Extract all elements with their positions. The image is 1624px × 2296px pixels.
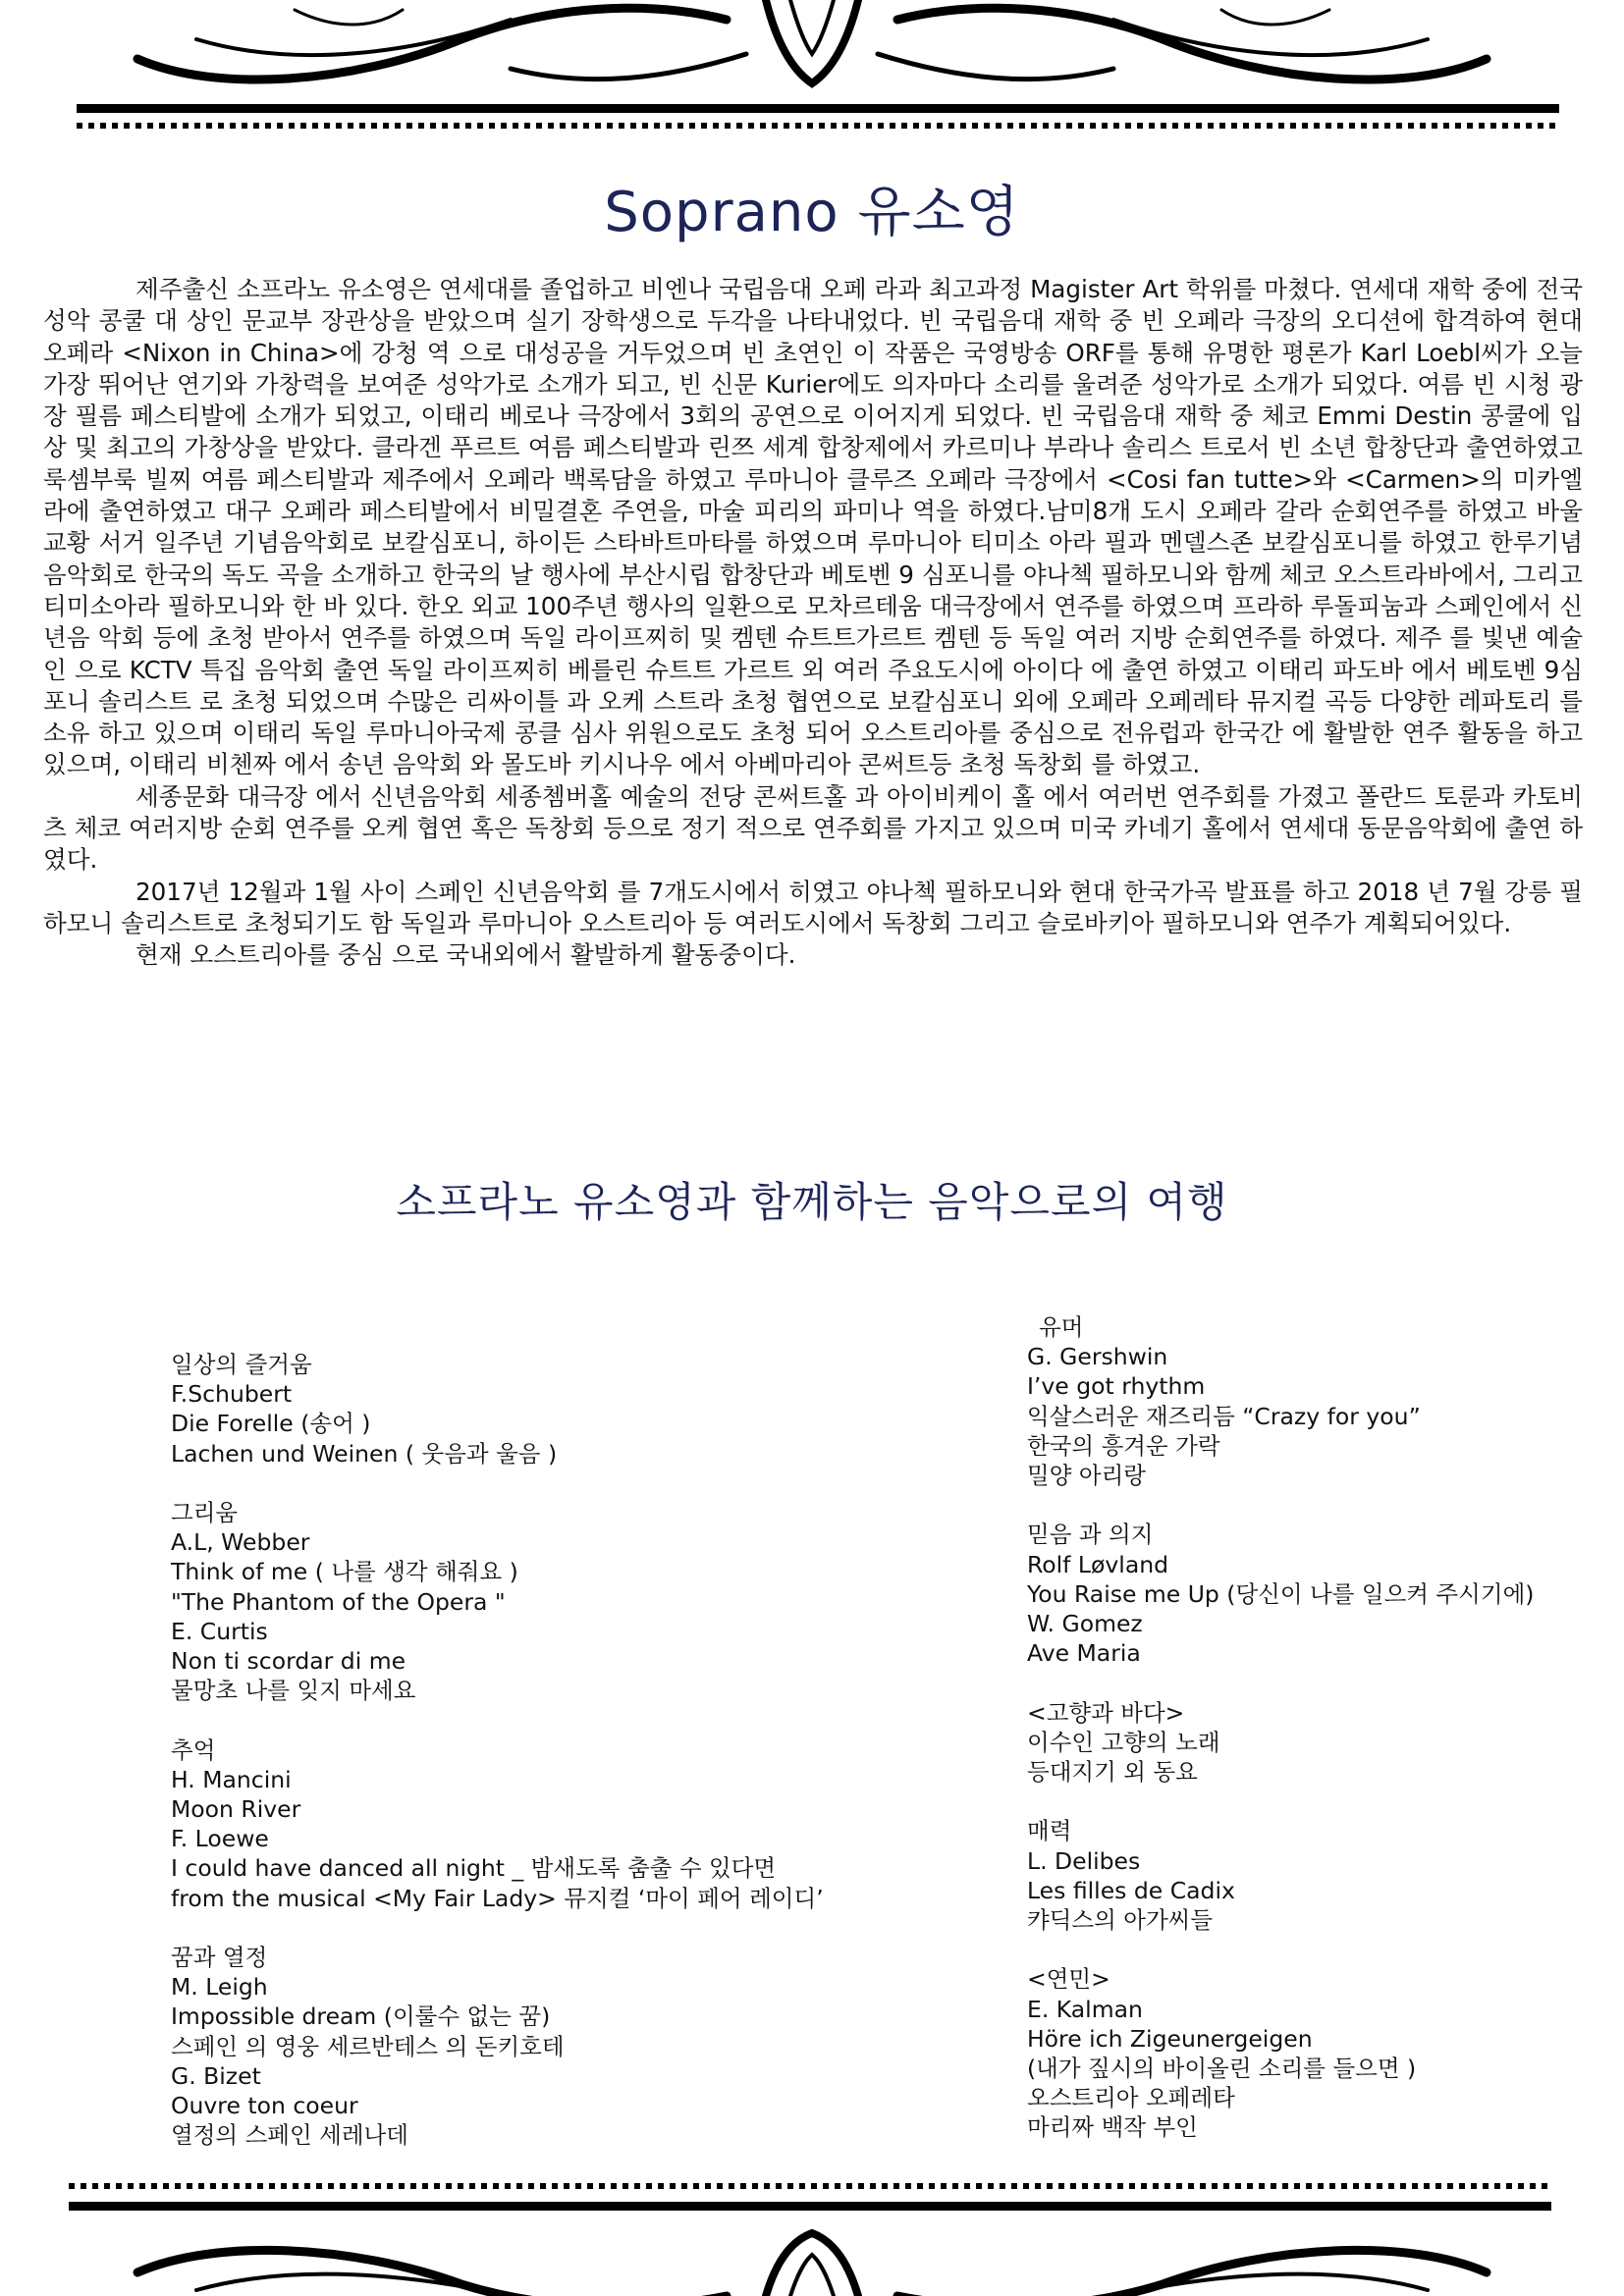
program-line: Non ti scordar di me [171,1647,406,1676]
program-line: F.Schubert [171,1380,293,1409]
group-heading: 그리움 [171,1499,239,1526]
program-line: Die Forelle (송어 ) [171,1410,371,1438]
bio-paragraph: 세종문화 대극장 에서 신년음악회 세종쳄버홀 예술의 전당 콘써트홀 과 아이비케이 홀 에서 여러번 연주회를 가졌고 폴란드 토룬과 카토비츠 체코 여러지방 순회 연주를 오케 협연 혹은 독창회 등으로 정기 적으로 연주회를 가지고 있으며 미국 카네기 홀에서 연세대 동문음악회에 출연 하였다. [43,781,1583,875]
group-heading: <연민> [1027,1965,1110,1994]
program-line: I’ve got rhythm [1027,1372,1206,1401]
program-group [171,1498,996,1705]
program-line: A.L, Webber [171,1528,310,1557]
program-group [1027,1520,1616,1668]
program-line: H. Mancini [171,1765,292,1793]
bio-paragraph: 2017년 12월과 1월 사이 스페인 신년음악회 를 7개도시에서 히였고 야나첵 필하모니와 현대 한국가곡 발표를 하고 2018 년 7월 강릉 필하모니 솔리스트로 초청되기도 함 독일과 루마니아 오스트리아 등 여러도시에서 독창회 그리고 슬로바키아 필하모니와 연주가 계획되어있다. [43,877,1583,937]
program-title: 소프라노 유소영과 함께하는 음악으로의 여행 [396,1178,1228,1226]
program-line: Moon River [171,1795,301,1824]
program-line: Les filles de Cadix [1027,1876,1235,1904]
group-heading: 매력 [1027,1817,1072,1845]
program-line: W. Gomez [1027,1610,1143,1638]
bio-paragraph: 현재 오스트리아를 중심 으로 국내외에서 활발하게 활동중이다. [135,940,796,970]
program-line: 오스트리아 오페레타 [1027,2084,1235,2112]
top-ornament [0,0,1624,157]
program-line: 물망초 나를 잊지 마세요 [171,1677,416,1705]
program-group [171,1350,996,1468]
program-line: E. Curtis [171,1617,268,1645]
program-line: You Raise me Up (당신이 나를 일으켜 주시기에) [1027,1579,1535,1608]
group-heading: 추억 [171,1735,216,1764]
biography [43,274,1583,972]
bio-paragraph: 제주출신 소프라노 유소영은 연세대를 졸업하고 비엔나 국립음대 오페 라과 최고과정 Magister Art 학위를 마쳤다. 연세대 재학 중에 전국 성악 콩쿨 대 상인 문교부 장관상을 받았으며 실기 장학생으로 두각을 나타내었다. 빈 국립음대 재학 중 빈 오페라 극장의 오디션에 합격하여 현대 오페라 <Nixon in China>에 강청 역 으로 대성공을 거두었으며 빈 초연인 이 작품은 국영방송 ORF를 통해 유명한 평론가 Karl Loebl씨가 오늘 가장 뛰어난 연기와 가창력을 보여준 성악가로 소개가 되고, 빈 신문 Kurier에도 의자마다 소리를 울려준 성악가로 소개가 되었다. 여름 빈 시청 광장 필름 페스티발에 소개가 되었고, 이태리 베로나 극장에서 3회의 공연으로 이어지게 되었다. 빈 국립음대 재학 중 체코 Emmi Destin 콩쿨에 입상 및 최고의 가창상을 받았다. 클라겐 푸르트 여름 페스티발과 린쯔 세계 합창제에서 카르미나 부라나 솔리스 트로서 빈 소년 합창단과 출연하였고 룩셈부룩 빌찌 여름 페스티발과 제주에서 오페라 백록담을 하였고 루마니아 클루즈 오페라 극장에서 <Cosi fan tutte>와 <Carmen>의 미카엘라에 출연하였고 대구 오페라 페스티발에서 비밀결혼 주연을, 마술 피리의 파미나 역을 하였다.남미8개 도시 오페라 갈라 순회연주를 하였고 바울 교황 서거 일주년 기념음악회로 보칼심포니, 하이든 스타바트마타를 하였으며 루마니아 티미소 아라 필과 멘델스존 보칼심포니를 하였고 한루기념 음악회로 한국의 독도 곡을 소개하고 한국의 날 행사에 부산시립 합창단과 베토벤 9 심포니를 야나첵 필하모니와 함께 체코 오스트라바에서, 그리고 티미소아라 필하모니와 한 바 있다. 한오 외교 100주년 행사의 일환으로 모차르테움 대극장에서 연주를 하였으며 프라하 루돌피눔과 스페인에서 신년음 악회 등에 초청 받아서 연주를 하였으며 독일 라이프찌히 및 켐텐 슈트트가르트 켐텐 등 독일 여러 지방 순회연주를 하였다. 제주 를 빛낸 예술인 으로 KCTV 특집 음악회 출연 독일 라이프찌히 베를린 슈트트 가르트 외 여러 주요도시에 아이다 에 출연 하였고 이태리 파도바 에서 베토벤 9심포니 솔리스트 로 초청 되었으며 수많은 리싸이틀 과 오케 스트라 초청 협연으로 보칼심포니 외에 오페라 오페레타 뮤지컬 곡등 다양한 레파토리 를 소유 하고 있으며 이태리 독일 루마니아국제 콩클 심사 위원으로도 초청 되어 오스트리아를 중심으로 전유럽과 한국간 에 활발한 연주 활동을 하고 있으며, 이태리 비첸짜 에서 송년 음악회 와 몰도바 키시나우 에서 아베마리아 콘써트등 초청 독창회 를 하였고. [43,275,1583,779]
program-left-column [171,1350,996,2180]
program-line: 이수인 고향의 노래 [1027,1728,1220,1756]
program-line: 스페인 의 영웅 세르반테스 의 돈키호테 [171,2032,565,2060]
program-line: E. Kalman [1027,1995,1143,2023]
program-group [1027,1312,1616,1490]
program-line: Rolf Løvland [1027,1550,1169,1578]
group-heading: 일상의 즐거움 [171,1351,312,1378]
group-heading: 믿음 과 의지 [1027,1521,1154,1549]
program-line: G. Bizet [171,2061,261,2090]
program-line: 한국의 흥겨운 가락 [1027,1431,1220,1460]
program-line: 마리짜 백작 부인 [1027,2113,1198,2142]
program-line: Ave Maria [1027,1639,1141,1668]
program-group [171,1943,996,2150]
program-group [1027,1698,1616,1788]
program-line: M. Leigh [171,1973,268,2002]
program-group [1027,1816,1616,1935]
program-line: (내가 짚시의 바이올린 소리를 들으면 ) [1027,2055,1417,2083]
group-heading: 유머 [1039,1313,1084,1341]
bottom-ornament [0,2164,1624,2296]
program-line: I could have danced all night _ 밤새도록 춤출 수 있다면 [171,1854,777,1883]
program-group [171,1735,996,1913]
program-line: Lachen und Weinen ( 웃음과 울음 ) [171,1439,558,1468]
program-line: G. Gershwin [1027,1343,1168,1371]
program-group [1027,1964,1616,2142]
program-line: F. Loewe [171,1825,269,1853]
program-line: L. Delibes [1027,1846,1141,1875]
program-line: "The Phantom of the Opera " [171,1587,506,1616]
program-line: Höre ich Zigeunergeigen [1027,2024,1313,2053]
program-line: 캬딕스의 아가씨들 [1027,1906,1214,1935]
program-line: Impossible dream (이룰수 없는 꿈) [171,2002,551,2031]
program-line: 등대지기 외 동요 [1027,1758,1198,1787]
group-heading: 꿈과 열정 [171,1944,268,1972]
program-right-column [1027,1312,1616,2172]
program-line: from the musical <My Fair Lady> 뮤지컬 ‘마이 페어 레이디’ [171,1884,824,1912]
program-line: Think of me ( 나를 생각 해줘요 ) [171,1558,518,1586]
program-line: 열정의 스페인 세레나데 [171,2121,408,2150]
program-line: 밀양 아리랑 [1027,1462,1146,1490]
page-title: Soprano 유소영 [604,181,1020,244]
program-line: 익살스러운 재즈리듬 “Crazy for you” [1027,1402,1421,1430]
group-heading: <고향과 바다> [1027,1698,1185,1727]
program-line: Ouvre ton coeur [171,2092,358,2120]
